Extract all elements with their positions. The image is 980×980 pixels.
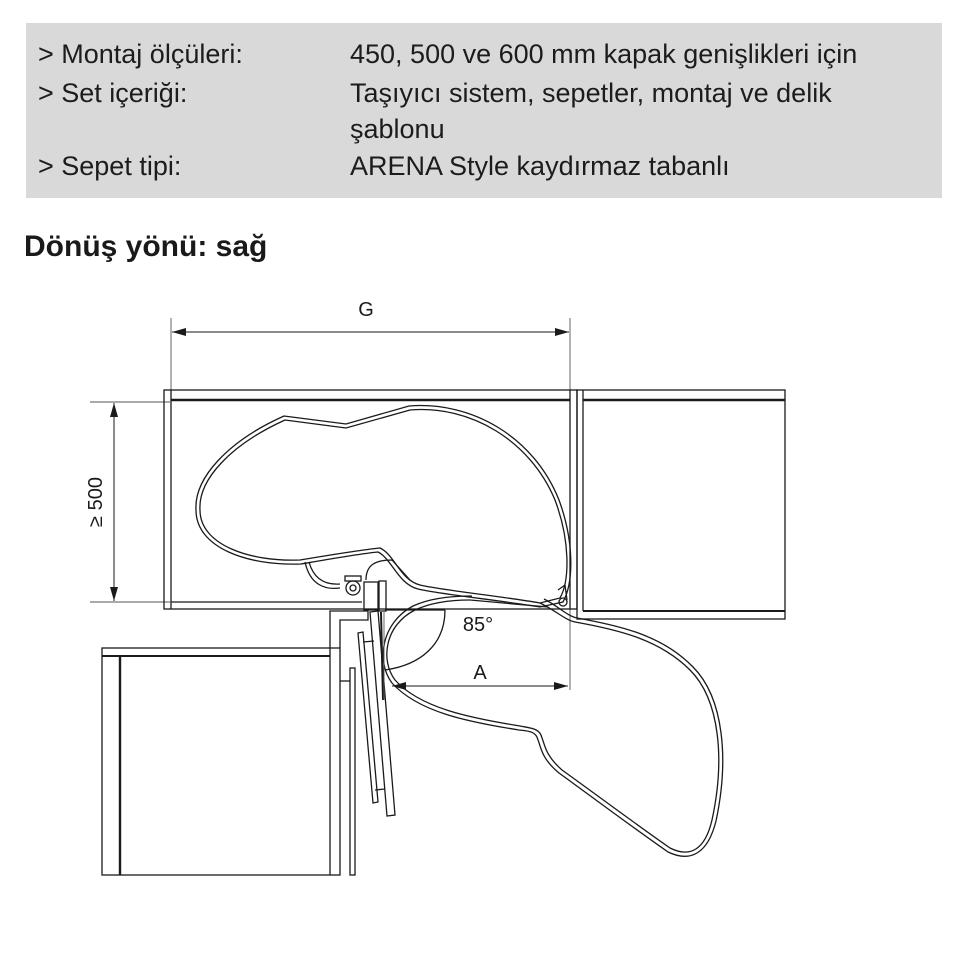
corner-cabinet (164, 390, 577, 609)
dimension-depth-label: ≥ 500 (85, 477, 107, 527)
door-panels (358, 611, 395, 816)
angle-85-arc (385, 610, 445, 670)
spec-value: şablonu (350, 114, 445, 144)
angle-label: 85° (462, 614, 494, 636)
spec-value: 450, 500 ve 600 mm kapak genişlikleri için (350, 39, 858, 69)
spec-value: ARENA Style kaydırmaz tabanlı (350, 151, 730, 181)
spec-label: > Sepet tipi: (38, 151, 182, 181)
dimension-g (171, 318, 570, 690)
spec-label: > Set içeriği: (38, 78, 188, 108)
lower-basket (383, 596, 723, 856)
right-cabinet (577, 390, 785, 619)
spec-label: > Montaj ölçüleri: (38, 39, 243, 69)
spec-value: Taşıyıcı sistem, sepetler, montaj ve delik (350, 78, 832, 108)
rotation-direction-heading: Dönüş yönü: sağ (24, 230, 268, 263)
upper-basket (196, 406, 571, 607)
dimension-g-label: G (358, 299, 374, 321)
dimension-a-label: A (473, 662, 487, 684)
lower-cabinet (102, 611, 368, 875)
